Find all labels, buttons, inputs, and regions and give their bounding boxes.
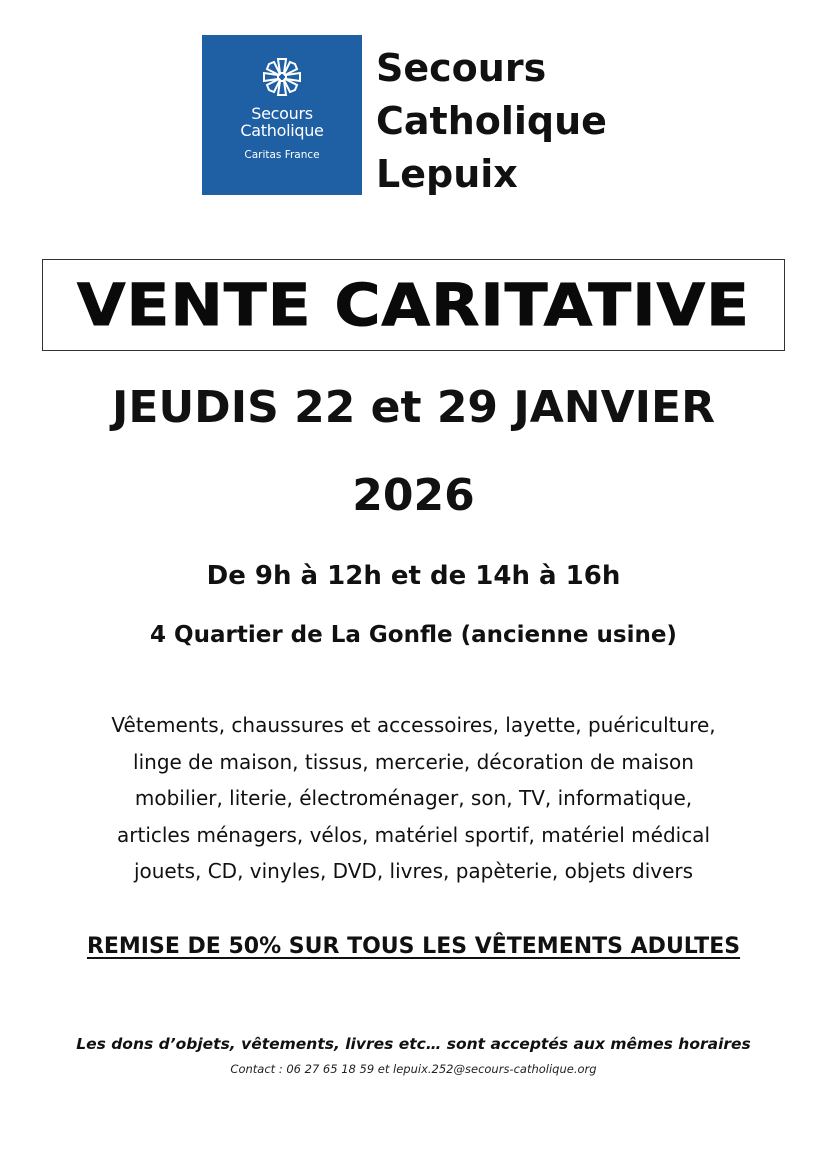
items-line: mobilier, literie, électroménager, son, TV, informatique,: [134, 786, 693, 810]
banner: [42, 259, 785, 351]
logo-name: [202, 105, 362, 139]
cross-icon: [260, 55, 304, 99]
organization-title: [376, 42, 607, 201]
logo: [202, 35, 362, 195]
event-hours: De 9h à 12h et de 14h à 16h: [206, 561, 621, 591]
organization-line1: Secours: [376, 46, 547, 90]
logo-subtitle: Caritas France: [244, 149, 320, 161]
donations-note: Les dons d’objets, vêtements, livres etc… sont acceptés aux mêmes horaires: [76, 1035, 751, 1053]
event-year: 2026: [352, 470, 475, 521]
logo-name-line1: Secours: [251, 104, 313, 123]
items-list: [0, 707, 827, 890]
items-line: articles ménagers, vélos, matériel sportif, matériel médical: [117, 822, 710, 847]
banner-title: VENTE CARITATIVE: [76, 271, 751, 339]
event-address: 4 Quartier de La Gonfle (ancienne usine): [150, 622, 677, 648]
contact-info: Contact : 06 27 65 18 59 et lepuix.252@secours-catholique.org: [230, 1062, 597, 1076]
items-line: linge de maison, tissus, mercerie, décoration de maison: [133, 749, 694, 774]
organization-line2: Catholique: [376, 99, 607, 143]
logo-name-line2: Catholique: [240, 121, 324, 140]
event-dates: JEUDIS 22 et 29 JANVIER: [112, 382, 715, 433]
discount-notice: REMISE DE 50% SUR TOUS LES VÊTEMENTS ADULTES: [86, 934, 741, 959]
items-line: jouets, CD, vinyles, DVD, livres, papèterie, objets divers: [133, 859, 694, 883]
items-line: Vêtements, chaussures et accessoires, layette, puériculture,: [111, 713, 716, 737]
organization-line3: Lepuix: [376, 152, 518, 196]
